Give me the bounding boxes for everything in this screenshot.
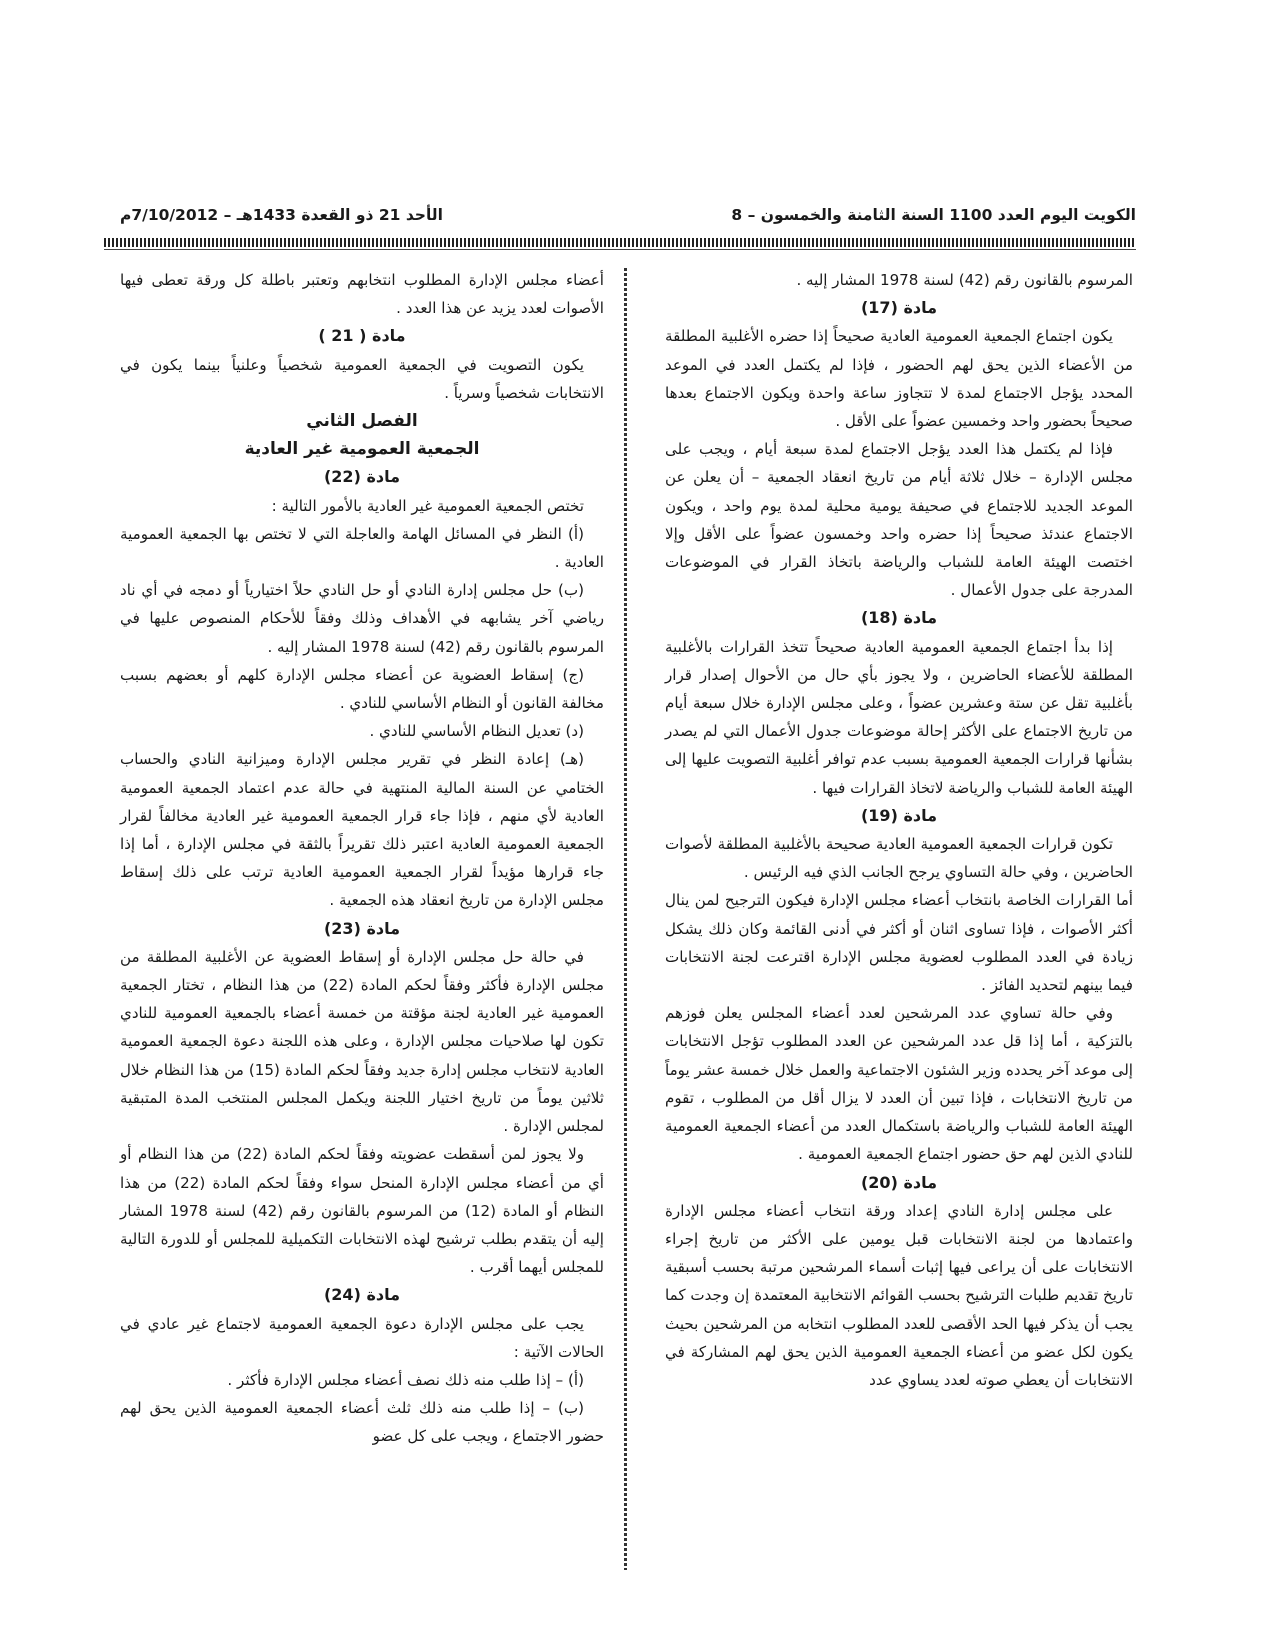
header-rule [104,238,1136,247]
paragraph: تختص الجمعية العمومية غير العادية بالأمور التالية : [271,496,584,515]
paragraph: أما القرارات الخاصة بانتخاب أعضاء مجلس الإدارة فيكون الترجيح لمن ينال أكثر الأصوات ، فإذا تساوى اثنان أو أكثر في أدنى القائمة وكان ذلك يشكل زيادة في العدد المطلوب لعضوية مجلس الإدارة اقترعت لجنة الانتخابات فيما بينهم لتحديد الفائز . [665,891,1133,995]
left-column [120,266,604,1451]
article-heading: مادة (19) [860,805,938,825]
chapter-number: الفصل الثاني [306,411,418,432]
article-heading: مادة (24) [323,1285,401,1305]
paragraph: (أ) النظر في المسائل الهامة والعاجلة التي لا تختص بها الجمعية العمومية العادية . [120,524,604,572]
header-issue-info: الكويت اليوم العدد 1100 السنة الثامنة والخمسون – 8 [731,206,1136,224]
paragraph: وفي حالة تساوي عدد المرشحين لعدد أعضاء المجلس يعلن فوزهم بالتزكية ، أما إذا قل عدد المرشحين عن العدد المطلوب تؤجل الانتخابات إلى موعد آخر يحدده وزير الشئون الاجتماعية والعمل خلال خمسة عشر يوماً من تاريخ الانتخابات ، فإذا تبين أن العدد لا يزال أقل من المطلوب ، تقوم الهيئة العامة للشباب والرياضة باستكمال العدد من أعضاء الجمعية العمومية للنادي الذين لهم حق حضور اجتماع الجمعية العمومية . [665,1004,1133,1164]
article-heading: مادة (20) [860,1172,938,1192]
paragraph: تكون قرارات الجمعية العمومية العادية صحيحة بالأغلبية المطلقة لأصوات الحاضرين ، وفي حالة التساوي يرجح الجانب الذي فيه الرئيس . [665,835,1133,882]
paragraph: إذا بدأ اجتماع الجمعية العمومية العادية صحيحاً تتخذ القرارات بالأغلبية المطلقة للأعضاء الحاضرين ، ولا يجوز بأي حال من الأحوال إصدار قرار بأغلبية تقل عن ستة وعشرين عضواً ، وعلى مجلس الإدارة خلال سبعة أيام من تاريخ الاجتماع على الأكثر إحالة موضوعات جدول الأعمال التي لم يصدر بشأنها قرارات الجمعية العمومية بسبب عدم توافر أغلبية التصويت عليها إلى الهيئة العامة للشباب والرياضة لاتخاذ القرارات فيها . [665,637,1133,797]
paragraph: يكون اجتماع الجمعية العمومية العادية صحيحاً إذا حضره الأغلبية المطلقة من الأعضاء الذين يحق لهم الحضور ، فإذا لم يكتمل العدد في الموعد المحدد يؤجل الاجتماع لمدة لا تتجاوز ساعة واحدة ويكون الاجتماع بعدها صحيحاً بحضور واحد وخمسين عضواً على الأقل . [665,327,1133,431]
header-date: الأحد 21 ذو القعدة 1433هـ – 7/10/2012م [120,206,443,224]
paragraph: المرسوم بالقانون رقم (42) لسنة 1978 المشار إليه . [796,271,1133,289]
chapter-title: الجمعية العمومية غير العادية [244,439,480,460]
paragraph: في حالة حل مجلس الإدارة أو إسقاط العضوية عن الأغلبية المطلقة من مجلس الإدارة فأكثر وفقاً لحكم المادة (22) من هذا النظام ، تختار الجمعية العمومية غير العادية لجنة مؤقتة من خمسة أعضاء بالجمعية العمومية للنادي تكون لها صلاحيات مجلس الإدارة ، وعلى هذه اللجنة دعوة الجمعية العمومية العادية لانتخاب مجلس إدارة جديد وفقاً لحكم المادة (15) من هذا النظام خلال ثلاثين يوماً من تاريخ اختيار اللجنة ويكمل المجلس المنتخب المدة المتبقية لمجلس الإدارة . [120,947,605,1136]
paragraph: (د) تعديل النظام الأساسي للنادي . [369,722,584,741]
paragraph: (ب) – إذا طلب منه ذلك ثلث أعضاء الجمعية العمومية الذين يحق لهم حضور الاجتماع ، ويجب على كل عضو [120,1399,604,1446]
paragraph: ولا يجوز لمن أسقطت عضويته وفقاً لحكم المادة (22) من هذا النظام أو أي من أعضاء مجلس الإدارة المنحل سواء وفقاً لحكم المادة (22) من هذا النظام أو المادة (12) من المرسوم بالقانون رقم (42) لسنة 1978 المشار إليه أن يتقدم بطلب ترشيح لهذه الانتخابات التكميلية للمجلس أو للدورة التالية للمجلس أيهما أقرب . [120,1145,605,1277]
article-heading: مادة (18) [860,608,938,628]
right-column [665,266,1133,1394]
paragraph: فإذا لم يكتمل هذا العدد يؤجل الاجتماع لمدة سبعة أيام ، ويجب على مجلس الإدارة – خلال ثلاثة أيام من تاريخ انعقاد الجمعية – أن يعلن عن الموعد الجديد للاجتماع في صحيفة يومية محلية لمدة يوم واحد ، ويكون الاجتماع عندئذ صحيحاً إذا حضره واحد وخمسون عضواً على الأقل وإلا اختصت الهيئة العامة للشباب والرياضة باتخاذ القرار في الموضوعات المدرجة على جدول الأعمال . [665,440,1133,600]
paragraph: (أ) – إذا طلب منه ذلك نصف أعضاء مجلس الإدارة فأكثر . [227,1370,584,1389]
article-heading: مادة ( 21 ) [318,326,406,346]
article-heading: مادة (23) [323,918,401,938]
header-rule-line [104,249,1136,250]
article-heading: مادة (22) [323,467,401,487]
page-header [120,206,1136,224]
paragraph: يجب على مجلس الإدارة دعوة الجمعية العمومية لاجتماع غير عادي في الحالات الآتية : [120,1314,604,1361]
paragraph: يكون التصويت في الجمعية العمومية شخصياً وعلنياً بينما يكون في الانتخابات شخصياً وسرياً . [120,355,604,402]
article-heading: مادة (17) [860,298,938,318]
paragraph: (ج) إسقاط العضوية عن أعضاء مجلس الإدارة كلهم أو بعضهم بسبب مخالفة القانون أو النظام الأساسي للنادي . [120,665,604,713]
column-divider [624,268,627,1570]
paragraph: (ب) حل مجلس إدارة النادي أو حل النادي حلاً اختيارياً أو دمجه في أي ناد رياضي آخر يشابهه في الأهداف وذلك وفقاً للأحكام المنصوص عليها في المرسوم بالقانون رقم (42) لسنة 1978 المشار إليه . [120,581,604,656]
paragraph: على مجلس إدارة النادي إعداد ورقة انتخاب أعضاء مجلس الإدارة واعتمادها من لجنة الانتخابات قبل يومين على الأكثر من تاريخ إجراء الانتخابات على أن يراعى فيها إثبات أسماء المرشحين مرتبة بحسب أسبقية تاريخ تقديم طلبات الترشيح بحسب القوائم الانتخابية المعتمدة إن وجدت كما يجب أن يذكر فيها الحد الأقصى للعدد المطلوب انتخابه من المرشحين بحيث يكون لكل عضو من أعضاء الجمعية العمومية الذين يحق لهم المشاركة في الانتخابات أن يعطي صوته لعدد يساوي عدد [665,1201,1133,1389]
paragraph: (هـ) إعادة النظر في تقرير مجلس الإدارة وميزانية النادي والحساب الختامي عن السنة المالية المنتهية في حالة عدم اعتماد الجمعية العمومية العادية لأي منهم ، فإذا جاء قرار الجمعية العمومية غير العادية مخالفاً لقرار الجمعية العمومية العادية اعتبر ذلك تقريراً بالثقة في مجلس الإدارة ، أما إذا جاء قرارها مؤيداً لقرار الجمعية العمومية العادية ترتب على ذلك إسقاط مجلس الإدارة من تاريخ انعقاد هذه الجمعية . [120,750,604,910]
paragraph: أعضاء مجلس الإدارة المطلوب انتخابهم وتعتبر باطلة كل ورقة تعطى فيها الأصوات لعدد يزيد عن هذا العدد . [120,271,604,318]
